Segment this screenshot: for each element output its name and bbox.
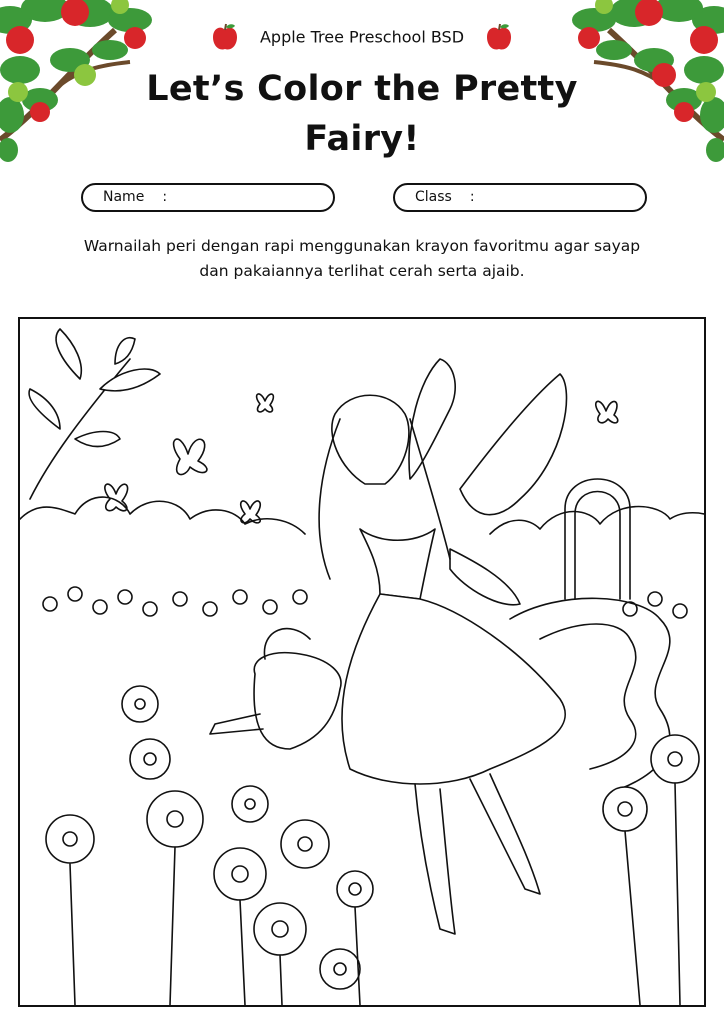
class-label: Class: [415, 189, 452, 205]
coloring-picture-frame: [18, 317, 706, 1007]
school-name: Apple Tree Preschool BSD: [259, 27, 465, 47]
class-separator: :: [469, 189, 475, 205]
class-field[interactable]: [393, 183, 647, 212]
page-title: Let’s Color the Pretty Fairy!: [146, 69, 578, 159]
name-separator: :: [162, 189, 168, 205]
name-label: Name: [103, 189, 145, 205]
school-name-row: [0, 22, 724, 52]
apple-icon: [211, 22, 239, 52]
instructions-text: Warnailah peri dengan rapi menggunakan krayon favoritmu agar sayap dan pakaiannya terlihat cerah serta ajaib.: [83, 237, 641, 280]
name-field[interactable]: [81, 183, 335, 212]
fairy-coloring-illustration: [20, 319, 704, 1005]
apple-icon: [485, 22, 513, 52]
